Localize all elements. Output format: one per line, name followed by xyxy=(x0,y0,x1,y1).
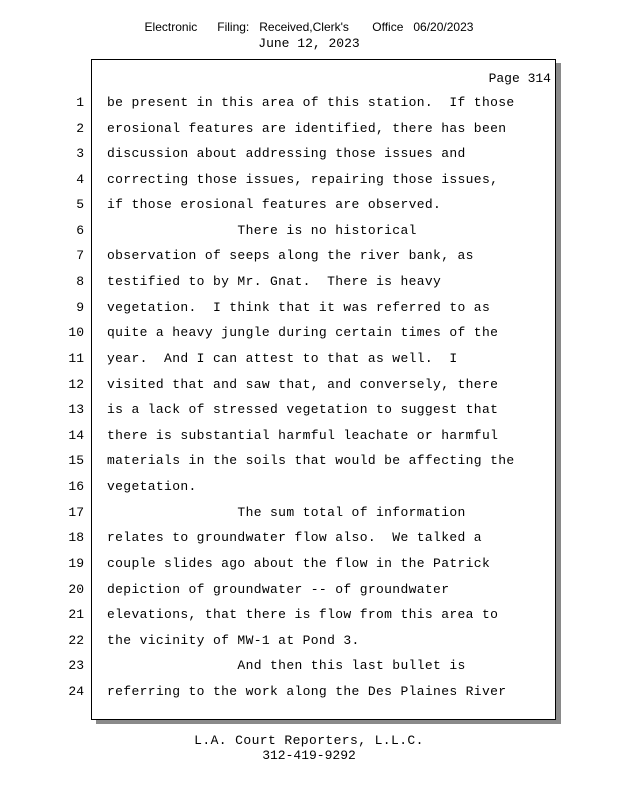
line-text: The sum total of information xyxy=(107,505,466,520)
line-number: 23 xyxy=(68,658,84,673)
line-number: 16 xyxy=(68,479,84,494)
line-number: 5 xyxy=(76,197,84,212)
line-text: year. And I can attest to that as well. I xyxy=(107,351,458,366)
line-text: there is substantial harmful leachate or harmful xyxy=(107,428,499,443)
line-text: testified to by Mr. Gnat. There is heavy xyxy=(107,274,442,289)
line-text: the vicinity of MW-1 at Pond 3. xyxy=(107,633,360,648)
line-number: 17 xyxy=(68,505,84,520)
line-text: materials in the soils that would be affecting the xyxy=(107,453,515,468)
line-number: 2 xyxy=(76,121,84,136)
line-text: if those erosional features are observed. xyxy=(107,197,442,212)
line-text: couple slides ago about the flow in the Patrick xyxy=(107,556,491,571)
line-text: discussion about addressing those issues and xyxy=(107,146,466,161)
line-number: 21 xyxy=(68,607,84,622)
line-text: vegetation. I think that it was referred to as xyxy=(107,300,491,315)
line-text: is a lack of stressed vegetation to suggest that xyxy=(107,402,499,417)
line-number: 8 xyxy=(76,274,84,289)
line-number: 4 xyxy=(76,172,84,187)
line-text: be present in this area of this station. If those xyxy=(107,95,515,110)
line-number: 9 xyxy=(76,300,84,315)
line-number: 14 xyxy=(68,428,84,443)
line-number: 15 xyxy=(68,453,84,468)
line-number: 12 xyxy=(68,377,84,392)
line-number: 24 xyxy=(68,684,84,699)
line-text: referring to the work along the Des Plaines River xyxy=(107,684,507,699)
line-number: 10 xyxy=(68,325,84,340)
court-reporter-phone: 312-419-9292 xyxy=(262,748,356,763)
line-number: 20 xyxy=(68,582,84,597)
deposition-date: June 12, 2023 xyxy=(258,36,360,51)
line-number: 19 xyxy=(68,556,84,571)
line-text: visited that and saw that, and conversely, there xyxy=(107,377,499,392)
line-number: 18 xyxy=(68,530,84,545)
line-number: 3 xyxy=(76,146,84,161)
line-text: observation of seeps along the river bank, as xyxy=(107,248,474,263)
line-text: depiction of groundwater -- of groundwater xyxy=(107,582,450,597)
line-text: elevations, that there is flow from this area to xyxy=(107,607,499,622)
line-text: correcting those issues, repairing those issues, xyxy=(107,172,499,187)
line-text: vegetation. xyxy=(107,479,197,494)
line-text: quite a heavy jungle during certain times of the xyxy=(107,325,499,340)
line-number: 13 xyxy=(68,402,84,417)
filing-stamp: Electronic Filing: Received,Clerk's Office 06/20/2023 xyxy=(144,20,474,34)
line-number: 22 xyxy=(68,633,84,648)
line-text: There is no historical xyxy=(107,223,417,238)
line-number: 1 xyxy=(76,95,84,110)
line-number: 6 xyxy=(76,223,84,238)
line-text: And then this last bullet is xyxy=(107,658,466,673)
court-reporter-firm: L.A. Court Reporters, L.L.C. xyxy=(194,733,424,748)
line-number: 11 xyxy=(68,351,84,366)
line-text: relates to groundwater flow also. We talked a xyxy=(107,530,482,545)
page-number: Page 314 xyxy=(488,71,551,86)
line-text: erosional features are identified, there has been xyxy=(107,121,507,136)
line-number: 7 xyxy=(76,248,84,263)
